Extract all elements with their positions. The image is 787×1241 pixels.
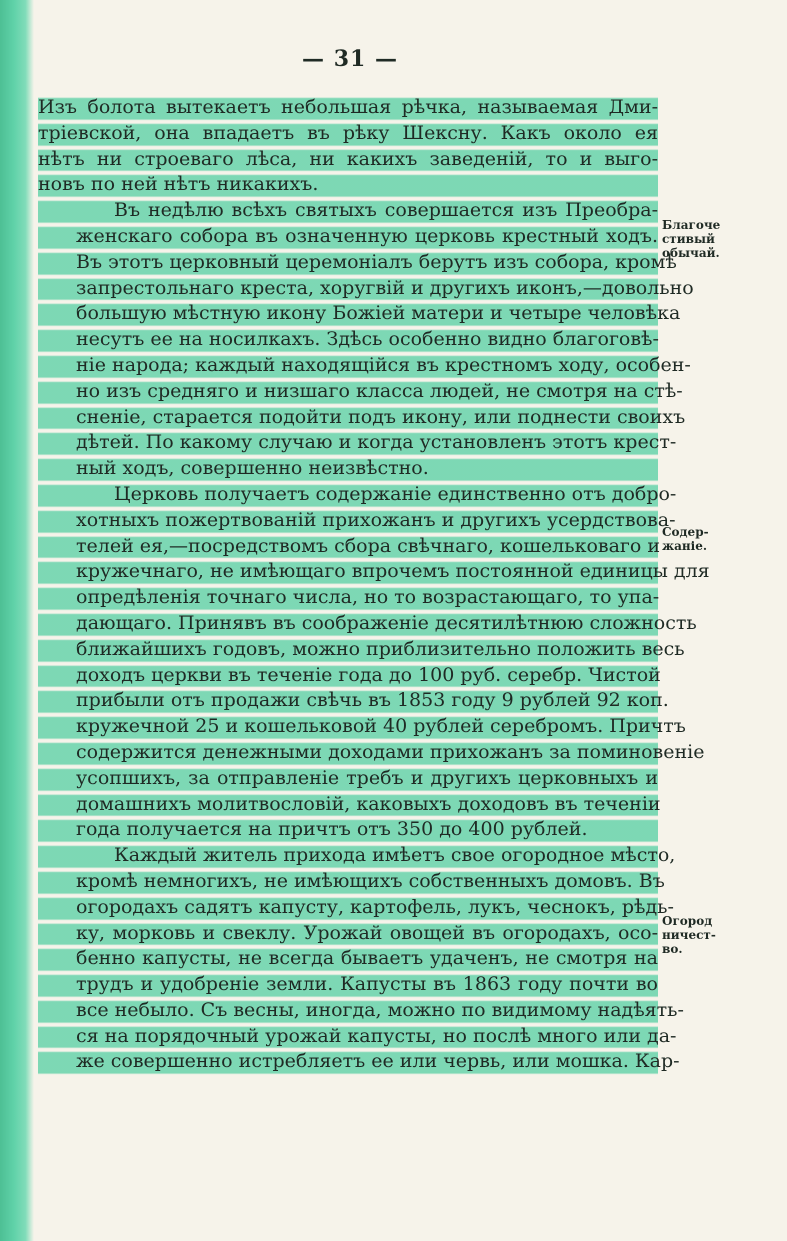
text-line: огородахъ садятъ капусту, картофель, лукъ, чеснокъ, рѣдь- xyxy=(38,895,658,921)
text-line: бенно капусты, не всегда бываетъ удаченъ, не смотря на xyxy=(38,946,658,972)
text-line: ся на порядочный урожай капусты, но послѣ много или да- xyxy=(38,1024,658,1050)
text-line: доходъ церкви въ теченіе года до 100 руб. серебр. Чистой xyxy=(38,663,658,689)
text-line: несутъ ее на носилкахъ. Здѣсь особенно видно благоговѣ- xyxy=(38,327,658,353)
text-line: дающаго. Принявъ въ соображеніе десятилѣтнюю сложность xyxy=(38,611,658,637)
text-line: запрестольнаго креста, хоругвій и другихъ иконъ,—довольно xyxy=(38,276,658,302)
text-line: кружечной 25 и кошельковой 40 рублей серебромъ. Причтъ xyxy=(38,714,658,740)
text-line: трудъ и удобреніе земли. Капусты въ 1863 году почти во xyxy=(38,972,658,998)
text-line: но изъ средняго и низшаго класса людей, не смотря на стѣ- xyxy=(38,379,658,405)
margin-note-line: во. xyxy=(662,942,683,956)
text-line: нѣтъ ни строеваго лѣса, ни какихъ заведеній, то и выго- xyxy=(38,147,658,173)
text-line: кромѣ немногихъ, не имѣющихъ собственныхъ домовъ. Въ xyxy=(38,869,658,895)
text-line: ку, морковь и свеклу. Урожай овощей въ огородахъ, осо- xyxy=(38,921,658,947)
text-line: хотныхъ пожертвованій прихожанъ и другихъ усердствова- xyxy=(38,508,658,534)
text-line: домашнихъ молитвословій, каковыхъ доходовъ въ теченіи xyxy=(38,792,658,818)
text-line: большую мѣстную икону Божіей матери и четыре человѣка xyxy=(38,301,658,327)
margin-note-piety xyxy=(662,218,732,260)
text-line: дѣтей. По какому случаю и когда установленъ этотъ крест- xyxy=(38,430,658,456)
text-line: ный ходъ, совершенно неизвѣстно. xyxy=(38,456,658,482)
paragraph xyxy=(38,95,658,198)
text-line: телей ея,—посредствомъ сбора свѣчнаго, кошельковаго и xyxy=(38,534,658,560)
text-line: сненіе, старается подойти подъ икону, или поднести своихъ xyxy=(38,405,658,431)
text-line: ніе народа; каждый находящійся въ крестномъ ходу, особен- xyxy=(38,353,658,379)
text-line: содержится денежными доходами прихожанъ за поминовеніе xyxy=(38,740,658,766)
page-number: — 31 — xyxy=(302,46,398,72)
margin-note-line: стивый xyxy=(662,232,715,246)
paragraph xyxy=(38,843,684,1075)
margin-note-line: ничест- xyxy=(662,928,716,942)
margin-note-line: жаніе. xyxy=(662,539,708,553)
text-line: опредѣленія точнаго числа, но то возрастающаго, то упа- xyxy=(38,585,658,611)
text-line: женскаго собора въ означенную церковь крестный ходъ. xyxy=(38,224,658,250)
margin-note-line: Благоче xyxy=(662,218,721,232)
text-line: новъ по ней нѣтъ никакихъ. xyxy=(38,172,658,198)
text-line: же совершенно истребляетъ ее или червь, или мошка. Кар- xyxy=(38,1049,658,1075)
margin-note-line: Содер- xyxy=(662,525,709,539)
text-line: все небыло. Съ весны, иногда, можно по видимому надѣять- xyxy=(38,998,658,1024)
text-line: Церковь получаетъ содержаніе единственно отъ добро- xyxy=(38,482,658,508)
text-line: Изъ болота вытекаетъ небольшая рѣчка, называемая Дми- xyxy=(38,95,658,121)
text-line: года получается на причтъ отъ 350 до 400 рублей. xyxy=(38,817,658,843)
text-line: Въ недѣлю всѣхъ святыхъ совершается изъ Преобра- xyxy=(38,198,658,224)
text-line: тріевской, она впадаетъ въ рѣку Шексну. Какъ около ея xyxy=(38,121,658,147)
text-line: ближайшихъ годовъ, можно приблизительно положить весь xyxy=(38,637,658,663)
text-line: прибыли отъ продажи свѣчь въ 1853 году 9 рублей 92 коп. xyxy=(38,688,658,714)
text-line: Въ этотъ церковный церемоніалъ берутъ изъ собора, кромѣ xyxy=(38,250,658,276)
text-line: Каждый житель прихода имѣетъ свое огородное мѣсто, xyxy=(38,843,658,869)
text-line: усопшихъ, за отправленіе требъ и другихъ церковныхъ и xyxy=(38,766,658,792)
margin-note-gardening xyxy=(662,914,732,956)
margin-note-line: Огород xyxy=(662,914,713,928)
text-line: кружечнаго, не имѣющаго впрочемъ постоянной единицы для xyxy=(38,559,658,585)
margin-note-line: обычай. xyxy=(662,246,720,260)
margin-note-maintenance xyxy=(662,525,732,553)
paragraph xyxy=(38,482,710,843)
